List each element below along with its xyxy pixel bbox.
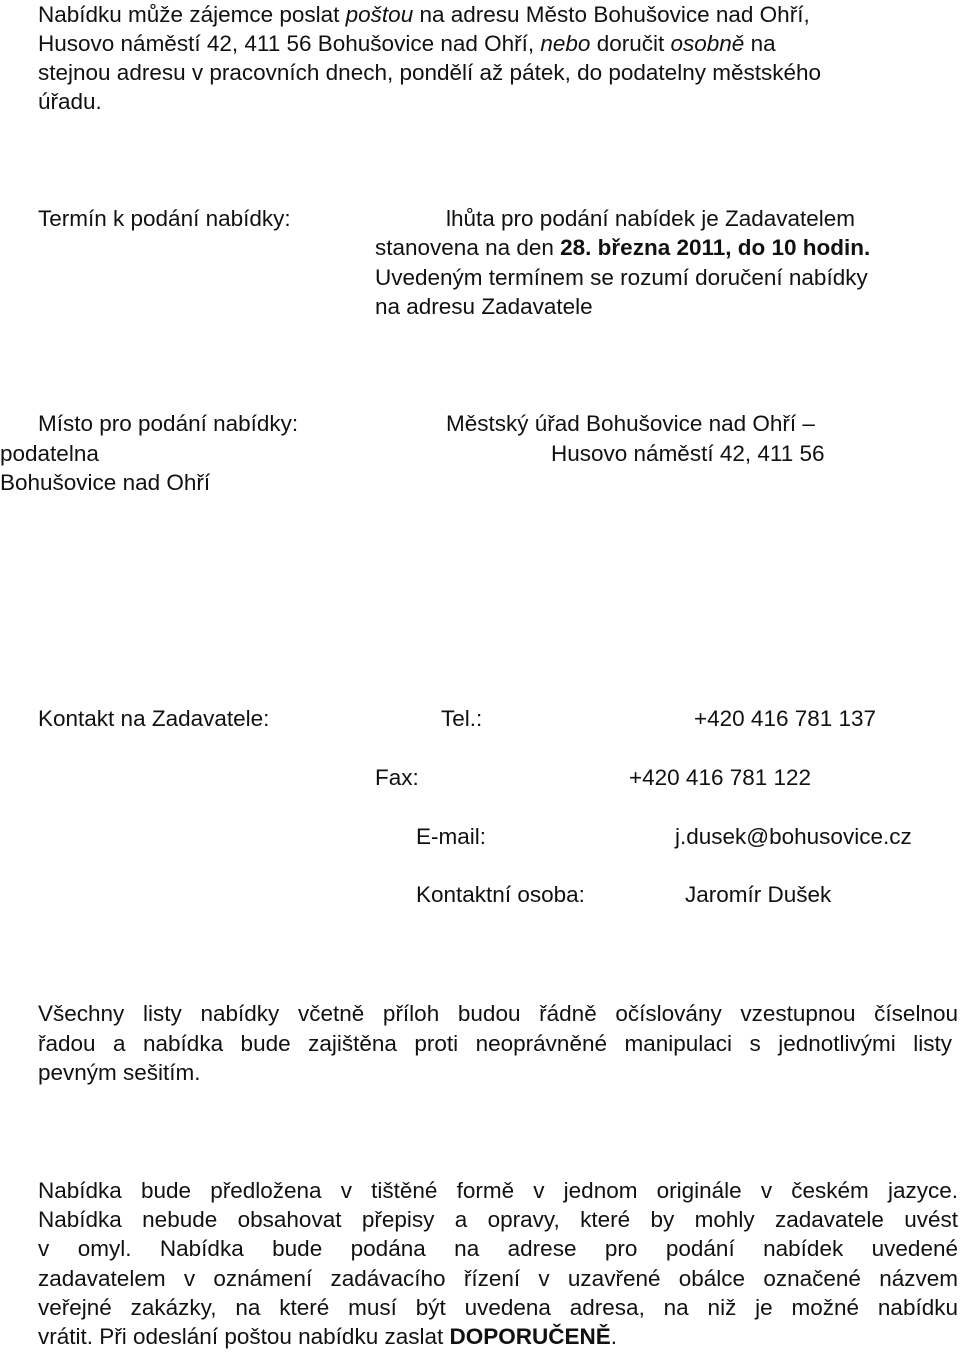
sheets-line-3: pevným sešitím. (38, 1060, 201, 1085)
deadline-line-4: na adresu Zadavatele (375, 294, 593, 319)
intro-line-1 (38, 0, 810, 30)
emphasis: nebo (540, 31, 591, 56)
text: na adresu Město Bohušovice nad Ohří, (413, 2, 810, 27)
intro-line-2 (38, 29, 776, 59)
emphasis: poštou (345, 2, 414, 27)
place-street: Husovo náměstí 42, 411 56 (551, 441, 825, 466)
place-podatelna: podatelna (0, 441, 99, 466)
person-label: Kontaktní osoba: (416, 882, 585, 907)
sheets-line-2: řadou a nabídka bude zajištěna proti neoprávněné manipulaci s jednotlivými listy (38, 1031, 952, 1056)
fax-label: Fax: (375, 765, 419, 790)
form-line-5: veřejné zakázky, na které musí být uvedena adresa, na niž je možné nabídku (38, 1295, 958, 1320)
text: Husovo náměstí 42, 411 56 Bohušovice nad Ohří, (38, 31, 541, 56)
deadline-line-2 (375, 233, 870, 263)
form-line-4: zadavatelem v oznámení zadávacího řízení v uzavřené obálce označené názvem (38, 1266, 958, 1291)
fax-value: +420 416 781 122 (629, 765, 812, 790)
tel-label: Tel.: (441, 706, 483, 731)
text: stanovena na den (375, 235, 561, 260)
tel-value: +420 416 781 137 (694, 706, 877, 731)
deadline-line-1: lhůta pro podání nabídek je Zadavatelem (446, 206, 856, 231)
email-label: E-mail: (416, 824, 487, 849)
form-line-2: Nabídka nebude obsahovat přepisy a opravy, které by mohly zadavatele uvést (38, 1207, 958, 1232)
emphasis: osobně (670, 31, 745, 56)
place-town: Bohušovice nad Ohří (0, 470, 211, 495)
deadline-line-3: Uvedeným termínem se rozumí doručení nabídky (375, 265, 868, 290)
sheets-line-1: Všechny listy nabídky včetně příloh budou řádně očíslovány vzestupnou číselnou (38, 1001, 958, 1026)
intro-line-4: úřadu. (38, 89, 102, 114)
text: Nabídku může zájemce poslat (38, 2, 346, 27)
contact-label: Kontakt na Zadavatele: (38, 706, 270, 731)
person-value: Jaromír Dušek (685, 882, 832, 907)
place-label: Místo pro podání nabídky: (38, 411, 299, 436)
registered-mail-note: DOPORUČENĚ (449, 1324, 611, 1349)
form-line-1: Nabídka bude předložena v tištěné formě v jednom originále v českém jazyce. (38, 1178, 958, 1203)
place-office: Městský úřad Bohušovice nad Ohří – (446, 411, 815, 436)
text: vrátit. Při odeslání poštou nabídku zaslat (38, 1324, 450, 1349)
deadline-date: 28. března 2011, do 10 hodin. (560, 235, 871, 260)
text: . (610, 1324, 618, 1349)
email-value: j.dusek@bohusovice.cz (675, 824, 912, 849)
intro-line-3: stejnou adresu v pracovních dnech, pondělí až pátek, do podatelny městského (38, 60, 822, 85)
form-line-6 (38, 1322, 617, 1352)
text: doručit (590, 31, 671, 56)
text: na (744, 31, 776, 56)
deadline-label: Termín k podání nabídky: (38, 206, 291, 231)
form-line-3: v omyl. Nabídka bude podána na adrese pro podání nabídek uvedené (38, 1236, 958, 1261)
